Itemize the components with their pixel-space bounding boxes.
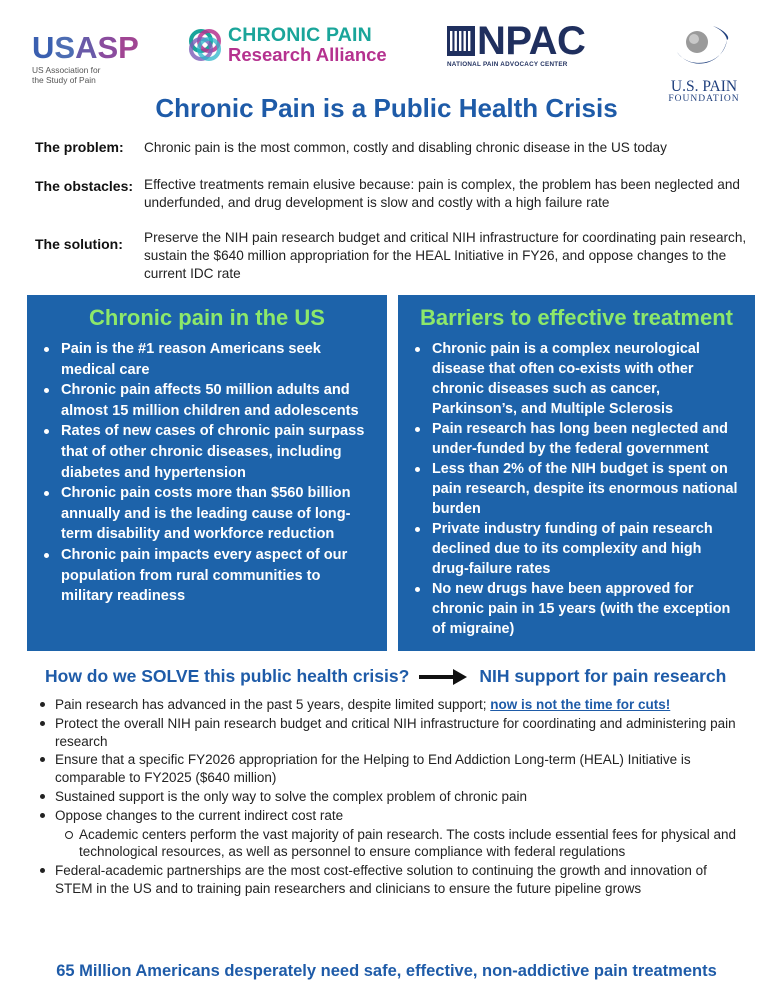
list-item: Private industry funding of pain research declined due to its complexity and high drug-failure rates [412, 519, 741, 579]
solve-header [45, 666, 753, 687]
solution-label: The solution: [35, 236, 123, 252]
list-item: Chronic pain impacts every aspect of our population from rural communities to military readiness [41, 545, 373, 607]
list-item: Less than 2% of the NIH budget is spent on pain research, despite its enormous national burden [412, 459, 741, 519]
page-title: Chronic Pain is a Public Health Crisis [155, 93, 618, 123]
list-item: Pain research has long been neglected and under-funded by the federal government [412, 419, 741, 459]
problem-text: Chronic pain is the most common, costly and disabling chronic disease in the US today [144, 140, 667, 155]
barriers-box-title: Barriers to effective treatment [419, 305, 733, 330]
list-item [40, 696, 740, 714]
solutions-list [40, 696, 740, 899]
obstacles-label: The obstacles: [35, 178, 134, 194]
npac-logo [447, 20, 585, 68]
uspf-word2: FOUNDATION [668, 94, 740, 104]
list-item: Federal-academic partnerships are the most cost-effective solution to continuing the growth and innovation of STEM in the US and to training pain researchers and clinicians to ensure the future pipeline grows [40, 862, 740, 898]
usasp-letter-s2: S [97, 30, 119, 65]
list-item: Ensure that a specific FY2026 appropriation for the Helping to End Addiction Long-term (HEAL) Initiative is comparable to FY2025 ($640 million) [40, 751, 740, 787]
list-item: Protect the overall NIH pain research budget and critical NIH infrastructure for coordinating and administering pain research [40, 715, 740, 751]
npac-subtitle: NATIONAL PAIN ADVOCACY CENTER [447, 61, 568, 68]
usasp-wordmark [32, 32, 142, 64]
list-item: Chronic pain affects 50 million adults and almost 15 million children and adolescents [41, 380, 373, 421]
sub-list-item: Academic centers perform the vast majority of pain research. The costs include essential fees for physical and technological resources, as well as personnel to ensure compliance with federal regulations [55, 826, 740, 862]
barriers-box [398, 295, 755, 651]
usasp-letter-p: P [118, 30, 139, 65]
list-item: Pain is the #1 reason Americans seek medical care [41, 339, 373, 380]
usasp-tagline-line1: US Association for [32, 65, 101, 75]
usasp-tagline-line2: the Study of Pain [32, 74, 96, 85]
solution-item-text: Pain research has advanced in the past 5 years, despite limited support; [55, 697, 491, 712]
usasp-logo [32, 32, 142, 85]
uspf-swirl-icon [669, 22, 739, 72]
usasp-tagline [32, 66, 142, 85]
no-cuts-link[interactable]: now is not the time for cuts! [490, 697, 671, 712]
list-item: Chronic pain is a complex neurological disease that often co-exists with other chronic diseases such as cancer, Parkinson’s, and Multiple Sclerosis [412, 339, 741, 419]
usasp-letter-s: S [54, 30, 76, 65]
cpra-rings-icon [186, 26, 224, 64]
list-item: No new drugs have been approved for chronic pain in 15 years (with the exception of migraine) [412, 579, 741, 639]
npac-wordmark: NPAC [477, 19, 586, 63]
right-arrow-icon [419, 669, 467, 685]
sub-list [55, 826, 740, 862]
logo-bar [0, 0, 773, 104]
solution-item-text: Oppose changes to the current indirect cost rate [55, 807, 344, 823]
solution-text: Preserve the NIH pain research budget and critical NIH infrastructure for coordinating pain research, sustain the $640 million appropriation for the HEAL Initiative in FY26, and oppose changes to the current IDC rate [144, 230, 747, 281]
solve-answer: NIH support for pain research [479, 666, 727, 686]
chronic-pain-box [27, 295, 387, 651]
solve-question: How do we SOLVE this public health crisis? [45, 666, 410, 686]
uspf-word1: U.S. PAIN [670, 78, 738, 95]
footer-callout: 65 Million Americans desperately need safe, effective, non-addictive pain treatments [56, 962, 717, 980]
problem-label: The problem: [35, 139, 124, 155]
list-item [40, 807, 740, 861]
uspf-logo [664, 22, 744, 104]
cpra-line1: CHRONIC PAIN [228, 24, 372, 46]
list-item: Chronic pain costs more than $560 billion annually and is the leading cause of long-term disability and workforce reduction [41, 483, 373, 545]
usasp-letter-a: A [75, 30, 98, 65]
barriers-list [412, 339, 741, 639]
cpra-line2: Research Alliance [228, 44, 387, 65]
list-item: Rates of new cases of chronic pain surpass that of other chronic diseases, including diabetes and hypertension [41, 421, 373, 483]
list-item: Sustained support is the only way to solve the complex problem of chronic pain [40, 788, 740, 806]
chronic-pain-box-title: Chronic pain in the US [89, 305, 325, 330]
obstacles-text: Effective treatments remain elusive because: pain is complex, the problem has been neglected and underfunded, and drug development is slow and costly with a high failure rate [144, 177, 740, 210]
chronic-pain-list [41, 339, 373, 607]
npac-building-icon [447, 26, 475, 56]
usasp-letter-u: U [32, 30, 55, 65]
cpra-logo [186, 26, 387, 64]
